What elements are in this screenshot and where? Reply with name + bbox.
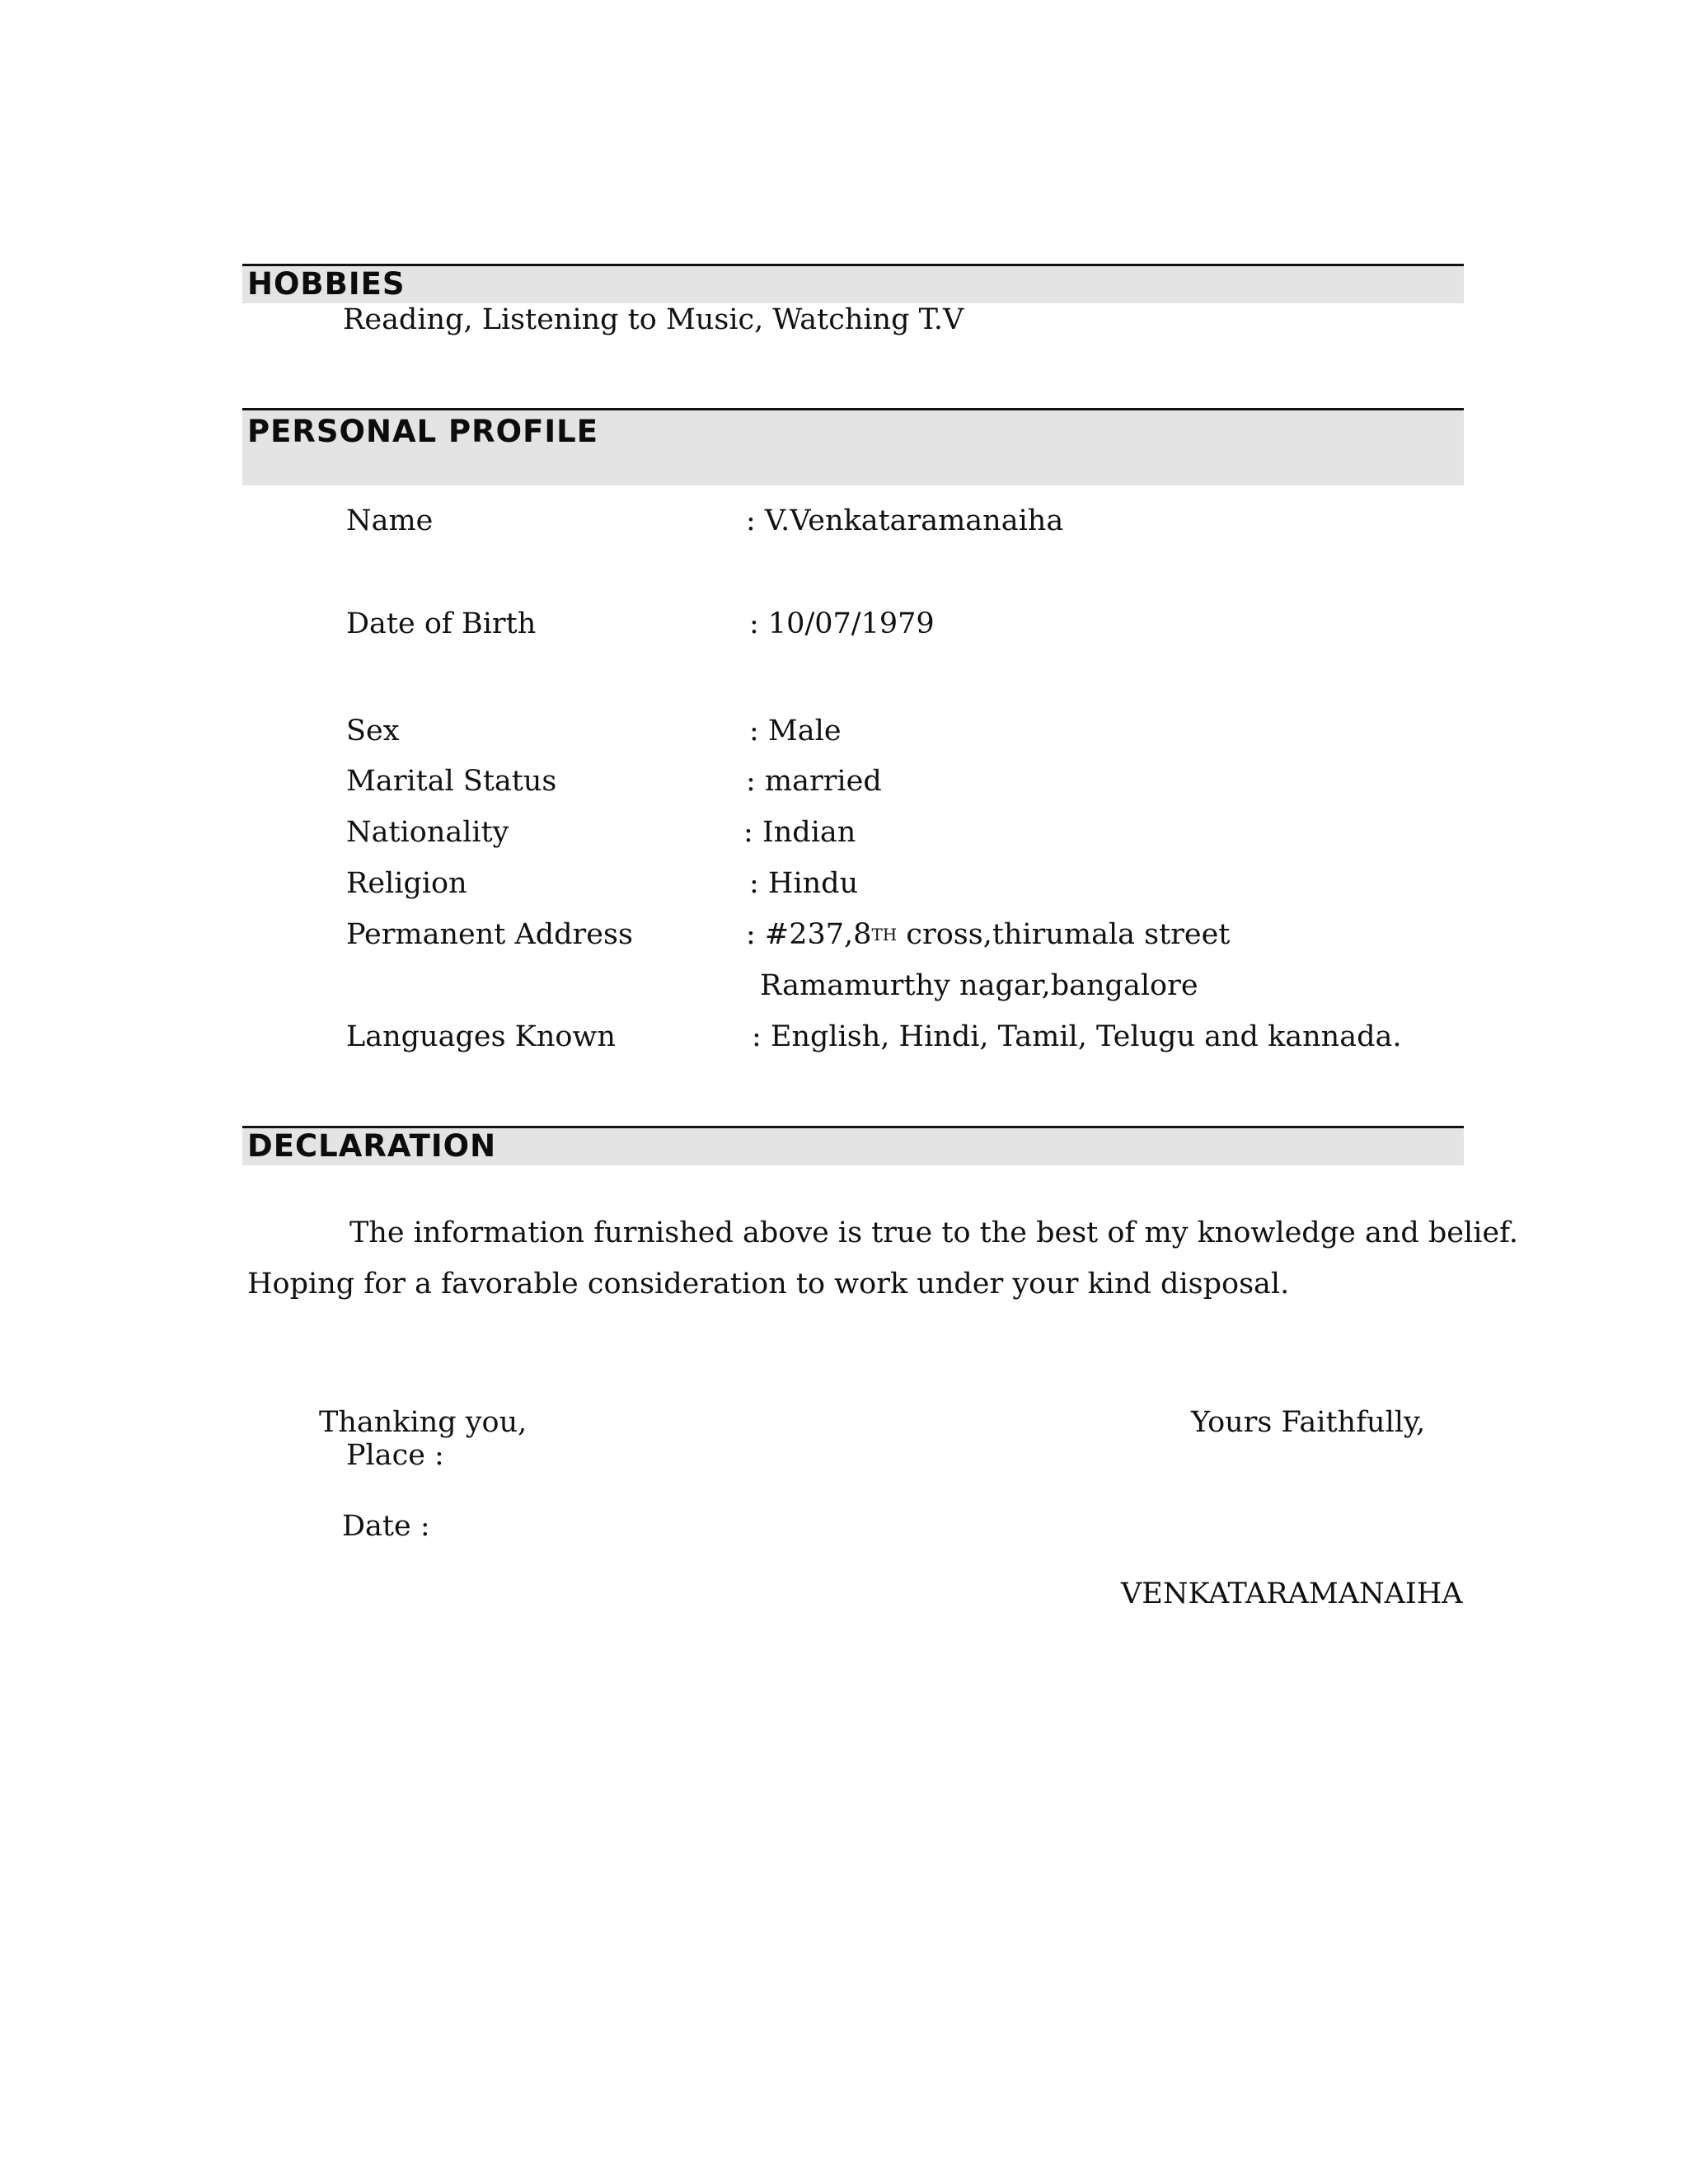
hobbies-heading: HOBBIES [247, 266, 406, 302]
yours-faithfully-text: Yours Faithfully, [1191, 1406, 1426, 1439]
declaration-line-1: The information furnished above is true to the best of my knowledge and belief. [349, 1216, 1518, 1249]
declaration-line-2: Hoping for a favorable consideration to work under your kind disposal. [247, 1268, 1290, 1301]
nationality-value: : Indian [743, 816, 856, 849]
declaration-header [242, 1126, 1464, 1165]
date-label: Date : [342, 1510, 430, 1543]
address-value-superscript: TH [871, 925, 898, 944]
name-label: Name [346, 504, 434, 537]
address-value-prefix: : #237,8 [746, 918, 872, 951]
nationality-label: Nationality [346, 816, 509, 849]
religion-value: : Hindu [749, 867, 859, 900]
place-label: Place : [346, 1439, 444, 1472]
religion-label: Religion [346, 867, 467, 900]
dob-label: Date of Birth [346, 607, 537, 640]
sex-label: Sex [346, 715, 400, 748]
thanking-text: Thanking you, [319, 1406, 528, 1439]
marital-status-value: : married [746, 765, 882, 798]
address-value [746, 916, 1230, 956]
address-value-line2: Ramamurthy nagar,bangalore [760, 969, 1198, 1002]
sex-value: : Male [749, 715, 842, 748]
languages-value: : English, Hindi, Tamil, Telugu and kannada. [752, 1020, 1402, 1053]
hobbies-text: Reading, Listening to Music, Watching T.V [343, 303, 964, 336]
personal-profile-heading: PERSONAL PROFILE [247, 414, 598, 449]
languages-label: Languages Known [346, 1020, 616, 1053]
name-value: : V.Venkataramanaiha [746, 504, 1064, 537]
declaration-heading: DECLARATION [247, 1128, 497, 1164]
address-label: Permanent Address [346, 918, 633, 951]
dob-value: : 10/07/1979 [749, 607, 935, 640]
personal-profile-header [242, 408, 1464, 485]
signature-name: VENKATARAMANAIHA [1121, 1577, 1463, 1610]
hobbies-header [242, 264, 1464, 303]
marital-status-label: Marital Status [346, 765, 557, 798]
address-value-suffix: cross,thirumala street [897, 918, 1231, 951]
